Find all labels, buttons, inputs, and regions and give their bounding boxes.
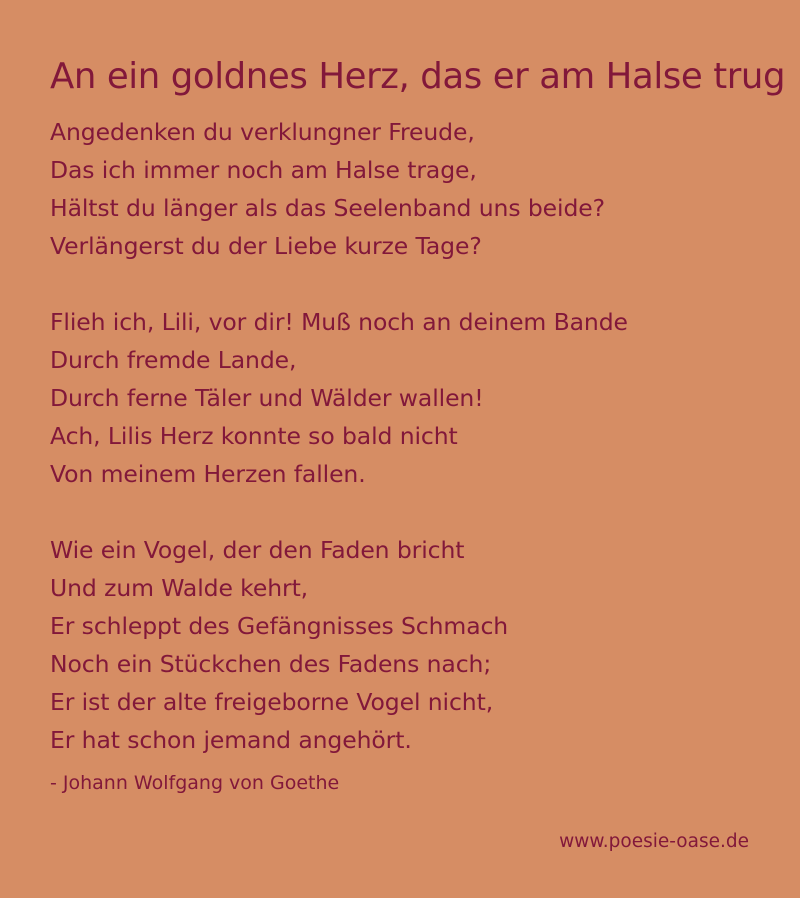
poem-line: Wie ein Vogel, der den Faden bricht [50,536,465,564]
poem-container [50,52,790,798]
poem-line: Das ich immer noch am Halse trage, [50,156,477,184]
poem-line: Verlängerst du der Liebe kurze Tage? [50,232,482,260]
poem-author: - Johann Wolfgang von Goethe [50,772,340,794]
poem-line: Er ist der alte freigeborne Vogel nicht, [50,688,494,716]
poem-line: Und zum Walde kehrt, [50,574,309,602]
poem-line: Flieh ich, Lili, vor dir! Muß noch an deinem Bande [50,308,628,336]
stanza-1 [50,113,790,265]
poem-line: Angedenken du verklungner Freude, [50,118,475,146]
poem-title: An ein goldnes Herz, das er am Halse trug [50,56,786,97]
poem-line: Er schleppt des Gefängnisses Schmach [50,612,509,640]
poem-line: Von meinem Herzen fallen. [50,460,366,488]
stanza-2 [50,303,790,493]
website-url: www.poesie-oase.de [559,831,749,852]
poem-line: Noch ein Stückchen des Fadens nach; [50,650,492,678]
poem-line: Er hat schon jemand angehört. [50,726,412,754]
poem-line: Durch ferne Täler und Wälder wallen! [50,384,484,412]
poem-line: Ach, Lilis Herz konnte so bald nicht [50,422,458,450]
poem-line: Durch fremde Lande, [50,346,297,374]
stanza-3 [50,531,790,759]
poem-line: Hältst du länger als das Seelenband uns beide? [50,194,605,222]
